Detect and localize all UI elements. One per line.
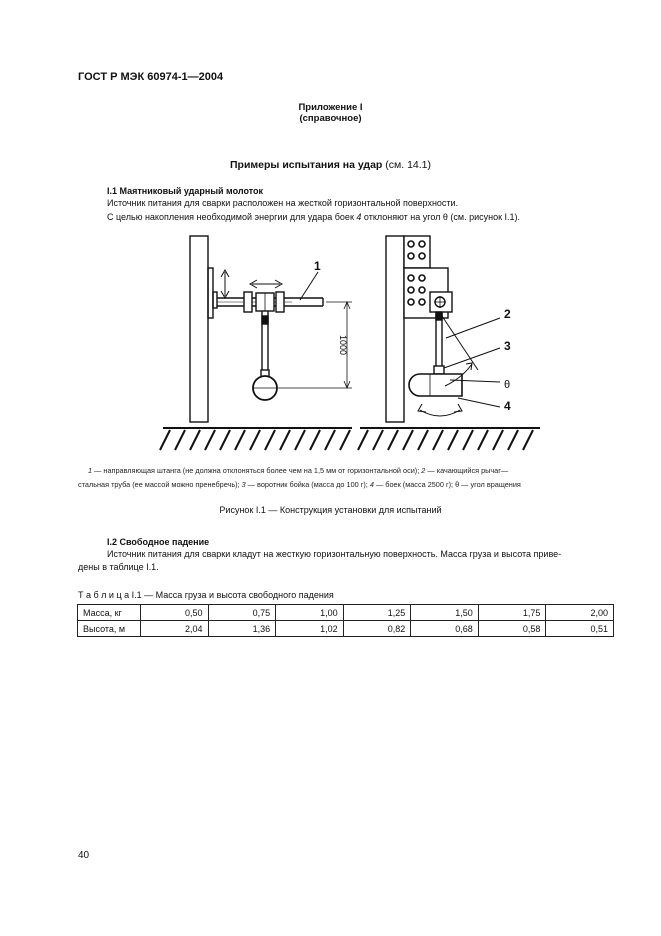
paragraph-2-text-b: отклоняют на угол θ (см. рисунок I.1). [361,212,521,222]
table-cell: 1,75 [478,605,546,621]
legend-n4: 4 [369,480,374,489]
table-cell: 2,04 [141,621,209,637]
table-cell: 1,25 [343,605,411,621]
legend-n2: 2 [421,466,426,475]
table-cell: 0,51 [546,621,614,637]
table-cell: 1,00 [276,605,344,621]
annex-type: (справочное) [299,113,362,124]
data-table [77,604,614,637]
callout-1: 1 [314,259,321,273]
table-cell: 0,68 [411,621,479,637]
table-cell: 1,36 [208,621,276,637]
row-label: Высота, м [78,621,141,637]
legend-n1: 1 [88,466,93,475]
page-number: 40 [78,850,90,861]
table-row [78,605,614,621]
table-cell: 1,50 [411,605,479,621]
section-title [0,159,661,171]
legend-n3: 3 [241,480,246,489]
paragraph-2-ref: 4 [356,212,362,222]
subsection-heading-2: I.2 Свободное падение [107,537,210,547]
table-cell: 0,82 [343,621,411,637]
figure-legend-line-2 [78,479,618,491]
test-setup-figure [0,220,661,460]
clamp [213,292,217,308]
paragraph-3-cont: дены в таблице I.1. [78,562,159,572]
table-row [78,621,614,637]
annex-title: Приложение I [298,102,363,113]
paragraph-1: Источник питания для сварки расположен на жесткой горизонтальной поверхности. [107,198,459,208]
legend-t1: — направляющая штанга (не должна отклоняться более чем на 1,5 мм от горизонтальной оси); [92,466,422,475]
paragraph-2-text-a: С целью накопления необходимой энергии для удара боек [107,212,357,222]
document-header: ГОСТ Р МЭК 60974-1—2004 [78,71,224,83]
dimension-label: 1000 [338,334,348,356]
legend-t4: — боек (масса 2500 г); θ — угол вращения [373,480,521,489]
subsection-heading-1: I.1 Маятниковый ударный молоток [107,186,264,196]
callout-4: 4 [504,399,511,413]
left-post [190,236,208,422]
legend-t3: — воротник бойка (масса до 100 г); [245,480,370,489]
row-label: Масса, кг [78,605,141,621]
table-cell: 0,58 [478,621,546,637]
legend-t2: — качающийся рычаг— [425,466,509,475]
right-post [386,236,404,422]
figure-caption: Рисунок I.1 — Конструкция установки для испытаний [219,505,442,515]
legend-t2b: стальная труба (ее массой можно пренебречь); [78,480,242,489]
callout-3: 3 [504,339,511,353]
table-cell: 0,50 [141,605,209,621]
callout-2: 2 [504,307,511,321]
table-cell: 0,75 [208,605,276,621]
table-title: Т а б л и ц а I.1 — Масса груза и высота свободного падения [78,590,334,600]
section-title-ref: (см. 14.1) [385,159,431,171]
hammer-head [409,374,462,396]
table-cell: 1,02 [276,621,344,637]
callout-theta: θ [504,379,511,391]
paragraph-3: Источник питания для сварки кладут на жесткую горизонтальную поверхность. Масса груза и высота приве- [107,549,562,559]
mounting-plate [208,268,213,318]
table-cell: 2,00 [546,605,614,621]
figure-legend-line-1 [78,465,618,477]
section-title-text: Примеры испытания на удар [230,159,383,171]
